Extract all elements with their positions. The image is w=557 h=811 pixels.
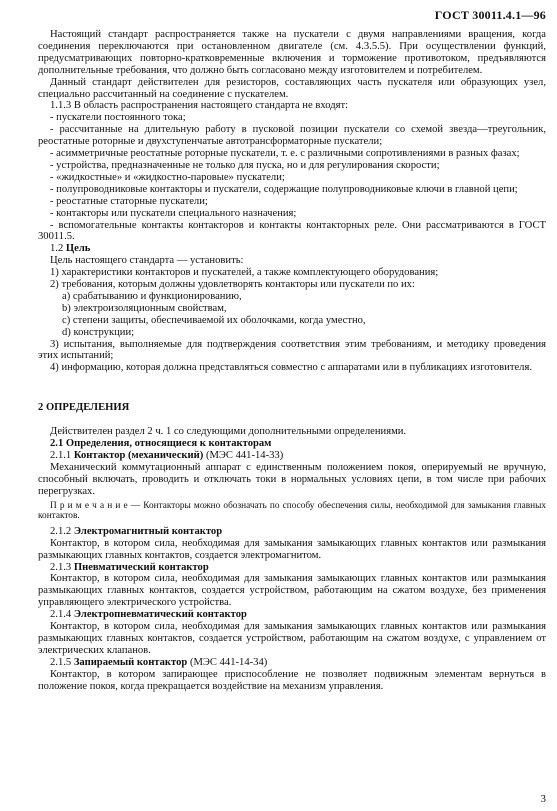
exclusion-item: - контакторы или пускатели специального назначения; (50, 207, 297, 219)
page-body (38, 29, 546, 693)
section-spacer (38, 414, 546, 426)
term: Контактор (механический) (73, 450, 204, 461)
purpose-subitem: c) степени защиты, обеспечиваемой их оболочками, когда уместно, (62, 314, 366, 326)
iec-reference: (МЭС 441-14-33) (205, 450, 284, 461)
section-1-1-3-lead: 1.1.3 В область распространения настоящего стандарта не входят: (50, 100, 349, 112)
definition-2-1-3-heading (38, 562, 546, 574)
definition-2-1-4-text: Контактор, в котором сила, необходимая для замыкания замыкающих главных контактов или размыкания размыкающих главных контактов, создается устройством, работающим на сжатом воздухе, с управлением от электрических клапанов. (38, 621, 546, 656)
clause-number: 2.1.2 (50, 525, 72, 537)
purpose-item-2: 2) требования, которым должны удовлетворять контакторы или пускатели по их: (50, 279, 415, 291)
intro-paragraph-1: Настоящий стандарт распространяется также на пускатели с двумя направлениями вращения, когда соединения переключаются при остановленном двигателе (см. 4.3.5.5). При осуществлении функций, предусматривающих повторно-кратковременные включения и торможение противотоком, предъявляются дополнительные требования, что должно быть согласовано между изготовителем и потребителем. (38, 29, 546, 76)
term: Электромагнитный контактор (73, 525, 223, 537)
definition-2-1-3-text: Контактор, в котором сила, необходимая для замыкания замыкающих главных контактов или размыкания размыкающих главных контактов, создается устройством, работающим на сжатом воздухе, без применения управляющего электрического устройства. (38, 573, 546, 609)
definition-2-1-4-heading (38, 609, 546, 621)
purpose-subitem: b) электроизоляционным свойствам, (62, 302, 227, 314)
definition-2-1-5-heading (38, 657, 546, 669)
purpose-item-3: 3) испытания, выполняемые для подтверждения соответствия этим требованиям, и методику проведения этих испытаний; (38, 338, 546, 362)
term: Запираемый контактор (73, 656, 188, 668)
purpose-subitem: d) конструкции; (62, 326, 135, 338)
iec-reference: (МЭС 441-14-34) (189, 656, 268, 668)
page-number: 3 (540, 793, 546, 805)
clause-number: 2.1.5 (50, 656, 72, 668)
note-label: П р и м е ч а н и е — (50, 500, 141, 511)
section-spacer (38, 374, 546, 402)
section-1-2-heading (38, 243, 546, 255)
exclusion-item: - рассчитанные на длительную работу в пусковой позиции пускатели со схемой звезда—треугольник, реостатные роторные и двухступенчатые автотрансформаторные пускатели; (38, 124, 546, 148)
term: Электропневматический контактор (73, 609, 247, 621)
clause-number: 2.1.3 (50, 561, 72, 573)
exclusion-item: - полупроводниковые контакторы и пускатели, содержащие полупроводниковые ключи в главной цепи; (50, 183, 518, 195)
term: Пневматический контактор (73, 561, 209, 573)
exclusion-item: - устройства, предназначенные не только для пуска, но и для регулирования скорости; (50, 159, 440, 171)
exclusion-item: - «жидкостные» и «жидкостно-паровые» пускатели; (50, 171, 285, 183)
definitions-lead: Действителен раздел 2 ч. 1 со следующими дополнительными определениями. (50, 426, 407, 438)
clause-number: 2.1.1 (50, 450, 72, 461)
purpose-subitem: a) срабатыванию и функционированию, (62, 290, 242, 302)
definition-2-1-1-text: Механический коммутационный аппарат с единственным положением покоя, оперируемый не вручную, способный включать, проводить и отключать токи в нормальных условиях цепи, в том числе при рабочих перегрузках. (38, 461, 546, 497)
section-title: Цель (65, 243, 91, 255)
definition-2-1-5-text: Контактор, в котором запирающее приспособление не позволяет подвижным элементам вернуться в положение покоя, когда прекращается воздействие на механизм управления. (38, 668, 546, 692)
definition-2-1-2-text: Контактор, в котором сила, необходимая для замыкания замыкающих главных контактов или размыкания размыкающих главных контактов, создается электромагнитом. (38, 537, 546, 561)
section-2-1-heading: 2.1 Определения, относящиеся к контакторам (50, 438, 272, 450)
clause-number: 2.1.4 (50, 609, 72, 621)
intro-paragraph-2: Данный стандарт действителен для резисторов, составляющих часть пускателя или образующих узел, специально рассчитанный на соединение с пускателем. (38, 76, 546, 100)
purpose-item-1: 1) характеристики контакторов и пускателей, а также комплектующего оборудования; (50, 267, 439, 279)
section-2-heading: 2 ОПРЕДЕЛЕНИЯ (38, 402, 130, 414)
section-number: 1.2 (50, 243, 64, 255)
definition-2-1-2-heading (38, 526, 546, 538)
exclusion-item: - пускатели постоянного тока; (50, 112, 186, 124)
note (38, 501, 546, 522)
note-text: Контакторы можно обозначать по способу обеспечения силы, необходимой для замыкания главных контактов. (38, 500, 547, 522)
document-header: ГОСТ 30011.4.1—96 (434, 8, 546, 22)
purpose-item-4: 4) информацию, которая должна представляться совместно с аппаратами или в публикациях изготовителя. (50, 362, 532, 374)
exclusion-item: - асимметричные реостатные роторные пускатели, т. е. с различными сопротивлениями в разных фазах; (50, 148, 520, 160)
exclusion-item: - реостатные статорные пускатели; (50, 195, 208, 207)
purpose-lead: Цель настоящего стандарта — установить: (50, 255, 244, 267)
exclusion-item: - вспомогательные контакты контакторов и контакты контакторных реле. Они рассматриваются в ГОСТ 30011.5. (38, 219, 546, 243)
definition-2-1-1-heading (38, 450, 546, 462)
